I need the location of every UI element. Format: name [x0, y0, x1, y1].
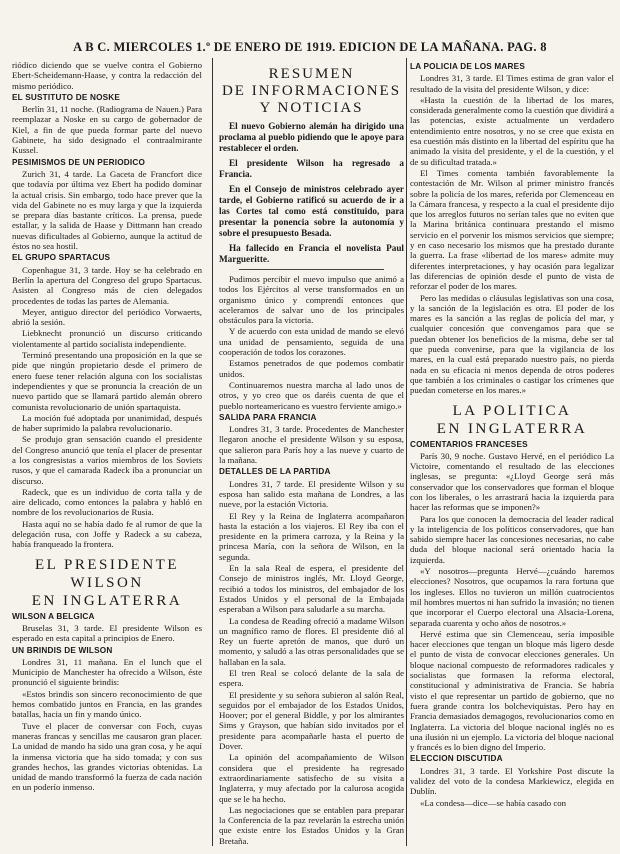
page-header: A B C. MIERCOLES 1.º DE ENERO DE 1919. EDICION DE LA MAÑANA. PAG. 8	[73, 40, 547, 54]
section-heading-line: EN INGLATERRA	[31, 592, 183, 609]
subheading: DETALLES DE LA PARTIDA	[219, 467, 331, 477]
subheading: WILSON A BELGICA	[12, 611, 95, 621]
section-heading-line: LA POLITICA	[452, 402, 572, 419]
column-center	[219, 60, 404, 846]
subheading: EL GRUPO SPARTACUS	[12, 253, 111, 263]
paragraph: Londres 31, 3 tarde. El Times estima de gran valor el resultado de la visita del presidente Wilson, y dice:	[410, 73, 614, 94]
summary-heading	[219, 66, 404, 117]
summary-item: En el Consejo de ministros celebrado ayer tarde, el Gobierno ratificó su acuerdo de ir a las Cortes tal como está constituido, para presentar la ponencia sobre la autonomía y sobre el presupuesto Besada.	[219, 184, 404, 238]
summary-item: Ha fallecido en Francia el novelista Paul Margueritte.	[219, 243, 404, 264]
paragraph: Bruselas 31, 3 tarde. El presidente Wilson es esperado en esta capital a principios de Enero.	[12, 622, 202, 644]
paragraph: Hervé estima que sin Clemenceau, sería imposible hacer elecciones que tengan un bloque más ligero desde el punto de vista de convocar elecciones generales. Un bloque nacional compuesto de reformadores radicales y socialistas que formasen la reforma electoral, constitucional y administrativa de Francia. Se habría visto el que representar un partido de gobierno, que no fuera grande contra los bolcheviquistas. Pero hay en Francia demasiados demagogos, revolucionarios como en Inglaterra. La victoria del bloque nacional inglés no es una ilusión ni un ejemplo. La victoria del bloque nacional y francés es lo bien digno del Imperio.	[410, 628, 614, 753]
paragraph: Londres 31, 7 tarde. El presidente Wilson y su esposa han salido esta mañana de Londres, a las nueve, por la estación Victoria.	[219, 478, 404, 510]
subheading: SALIDA PARA FRANCIA	[219, 412, 317, 422]
column-rule-2	[406, 58, 407, 846]
section-heading-wilson	[12, 556, 202, 610]
summary-heading-line: DE INFORMACIONES	[221, 83, 402, 99]
paragraph: El tren Real se colocó delante de la sala de espera.	[219, 667, 404, 689]
divider	[239, 269, 384, 270]
paragraph: Copenhague 31, 3 tarde. Hoy se ha celebrado en Berlín la apertura del Congreso del grupo Spartacus. Asisten al Congreso más de cien delegados procedentes de todas las partes de Alemania.	[12, 264, 202, 306]
paragraph: «Estos brindis son sincero reconocimiento de que hemos combatido juntos en Francia, en las grandes batallas, hacia un fin y mando único.	[12, 688, 202, 720]
paragraph: Pero las medidas o cláusulas legislativas son una cosa, y la sanción de la legislación es otra. El poder de los mares es la sanción a las reglas de policía del mar, y cualquier concesión que convengamos para que se puedan obtener los beneficios de la misma, debe ser tal que pueda convenirse, para que la vigilancia de los mares, en la cual está preparado nuestro país, no pierda nada en su eficacia ni menos dependa de otros poderes que también a los criminales o castigar los crímenes que puedan cometerse en los mares.»	[410, 292, 614, 396]
paragraph: «Hasta la cuestión de la libertad de los mares, considerada generalmente como la cuestión que dividirá a las potencias, existe actualmente un verdadero entendimiento entre nosotros, y no se cree que exista en esa cuestión más distinto en la libertad del espíritu que ha animado la visita del presidente, y el de la cuestión, y el de su dificultad tratada.»	[410, 94, 614, 167]
paragraph: riódico diciendo que se vuelve contra el Gobierno Ebert-Scheidemann-Haase, y contra la redacción del mismo periódico.	[12, 60, 202, 91]
paragraph: «La condesa—dice—se había casado con	[420, 797, 567, 808]
paragraph: Tuve el placer de conversar con Foch, cuyas maneras francas y sencillas me causaron gran placer. La unidad de mando ha sido una gran cosa, y he aquí la inmensa victoria que ha sido tomada; y con sus grandes hechos, las grandes victorias obtenidas. La unidad de mando transformó la fuerza de cada nación en un poderío inmenso.	[12, 720, 202, 793]
subheading: PESIMISMOS DE UN PERIODICO	[12, 157, 146, 167]
summary-item: El nuevo Gobierno alemán ha dirigido una proclama al pueblo pidiendo que le apoye para restablecer el orden.	[219, 121, 404, 153]
paragraph: Las negociaciones que se entablen para preparar la Conferencia de la paz revelarán la estrecha unión que existe entre los Estados Unidos y la Gran Bretaña.	[219, 804, 404, 846]
paragraph: Pudimos percibir el nuevo impulso que animó a todos los Ejércitos al verse transformados en un organismo único y comprendí entonces que aceleramos de salvar uno de los principales obstáculos para la victoria.	[219, 274, 404, 326]
summary-heading-line: RESUMEN	[268, 66, 355, 82]
subheading: COMENTARIOS FRANCESES	[410, 439, 528, 449]
paragraph: Para los que conocen la democracia del leader radical y la inteligencia de los políticos conservadores, que han sabido siempre hacer las concesiones necesarias, no cabe duda del bloque nacional será orientado hacia la izquierda.	[410, 513, 614, 565]
paragraph: En la sala Real de espera, el presidente del Consejo de ministros inglés, Mr. Lloyd George, recibió a todos los ministros, del embajador de los Estados Unidos y el personal de la Embajada esperaban a Wilson para saludarle a su marcha.	[219, 563, 404, 615]
paragraph: Terminó presentando una proposición en la que se pide que ningún propietario desde el primero de enero fuese tener relación alguna con los socialistas independientes y que se pronuncia la creación de un nuevo partido que se llamará partido alemán obrero comunista revolucionario de unión spartaquista.	[12, 350, 202, 412]
section-heading-politica	[410, 402, 614, 438]
section-heading-line: EN INGLATERRA	[436, 420, 588, 437]
column-rule-1	[212, 58, 213, 846]
paragraph: Estamos penetrados de que podemos combatir unidos.	[219, 358, 404, 379]
section-heading-line: WILSON	[70, 574, 144, 591]
paragraph: París 30, 9 noche. Gustavo Hervé, en el periódico La Victoire, comentando el resultado de las elecciones inglesas, se pregunta: «¿Lloyd George será más conservador que los conservadores que forman el bloque con los liberales, o les arrastrará hacia la izquierda para hacer las reformas que se imponen?»	[410, 450, 614, 513]
paragraph: Hasta aquí no se había dado fe al rumor de que la delegación rusa, con Joffe y Radeck a su cabeza, había franqueado la frontera.	[12, 518, 202, 550]
section-heading-line: EL PRESIDENTE	[34, 556, 180, 573]
paragraph: El Times comenta también favorablemente la contestación de Mr. Wilson al primer ministro francés sobre la policía de los mares, referida por Clemenceau en la Cámara francesa, y respecto a la cual el presidente dijo que los arreglos futuros no serían tales que no eviten que la Marina británica continuara prestando el mismo servicio en el porvenir los mismos servicios que siempre; y en caso necesario los mismos que ha prestado durante la guerra. La frase «libertad de los mares» admite muy diferentes interpretaciones, y hay ocasión para legalizar las diferencias de opinión desde el punto de vista de reforzar el poder de los mares.	[410, 167, 614, 292]
summary-item: El presidente Wilson ha regresado a Francia.	[219, 158, 404, 179]
column-left	[12, 60, 202, 846]
subheading: ELECCION DISCUTIDA	[410, 754, 503, 764]
paragraph: Londres 31, 11 mañana. En el lunch que el Municipio de Manchester ha ofrecido a Wilson, éste pronunció el siguiente brindis:	[12, 656, 202, 688]
paragraph: La opinión del acompañamiento de Wilson considera que el presidente ha regresado extraordinariamente satisfecho de su visita a Inglaterra, y muy afectado por la calurosa acogida que se le ha hecho.	[219, 752, 404, 804]
paragraph: Berlín 31, 11 noche. (Radiograma de Nauen.) Para reemplazar a Noske en su cargo de gobernador de Kiel, a fin de que pueda formar parte del nuevo Gabinete, ha sido designado el contraalmirante Kussel.	[12, 104, 202, 156]
paragraph: El presidente y su señora subieron al salón Real, seguidos por el embajador de los Estados Unidos, Hoover; por el general Biddle, y por los almirantes Sims y Grayson, que habían sido invitados por el presidente para acompañarle hasta el puerto de Dover.	[219, 689, 404, 752]
column-right	[410, 60, 614, 846]
subheading: EL SUSTITUTO DE NOSKE	[12, 92, 121, 102]
subheading: LA POLICIA DE LOS MARES	[410, 62, 525, 71]
paragraph: Londres 31, 3 tarde. Procedentes de Manchester llegaron anoche el presidente Wilson y su esposa, que salieron para París hoy a las nueve y cuarto de la mañana.	[219, 424, 404, 466]
subheading: UN BRINDIS DE WILSON	[12, 645, 113, 655]
paragraph: Meyer, antiguo director del periódico Vorwaerts, abrió la sesión.	[12, 306, 202, 328]
paragraph: Zurich 31, 4 tarde. La Gaceta de Francfort dice que todavía por última vez Ebert ha podido dominar la actual crisis. Sin embargo, todo hace prever que la vida del Gabinete no es muy larga y que la izquierda se prepara días bastante críticos. La prensa, puede estallar, y la salida de Haase y Dittmann han creado nuevas dificultades al Gobierno, aunque la actitud de éstos no sea hostil.	[12, 168, 202, 252]
paragraph: Liebknecht pronunció un discurso criticando violentamente al partido socialista independiente.	[12, 328, 202, 349]
paragraph: Continuaremos nuestra marcha al lado unos de otros, y yo creo que os daréis cuenta de que el pueblo norteamericano es vuestro ferviente amigo.»	[219, 379, 404, 411]
paragraph: La condesa de Reading ofreció a madame Wilson un magnífico ramo de flores. El presidente dió al Rey un fuerte apretón de manos, que duró un momento, y saludó a las otras personalidades que se hallaban en la sala.	[219, 615, 404, 667]
paragraph: «Y nosotros—pregunta Hervé—¿cuándo haremos elecciones? Nosotros, que ocupamos la rara fortuna que los ingleses. Ellos no tuvieron un millón cuatrocientos mil hombres muertos ni han sufrido la invasión; no tienen que incorporar el Cuerpo electoral una Alsacia-Lorena, separada cuarenta y ocho años de nosotros.»	[410, 566, 614, 628]
paragraph: Y de acuerdo con esta unidad de mando se elevó una unidad de pensamiento, seguida de una cooperación de todos los corazones.	[219, 326, 404, 358]
paragraph: Radeck, que es un individuo de corta talla y de aire delicado, como entonces la palabra y habló en nombre de los revolucionarios de Rusia.	[12, 486, 202, 518]
paragraph: El Rey y la Reina de Inglaterra acompañaron hasta la estación a los viajeros. El Rey iba con el presidente en la primera carroza, y la Reina y la princesa María, con la señora de Wilson, en la segunda.	[219, 510, 404, 562]
summary-heading-line: Y NOTICIAS	[259, 100, 364, 116]
paragraph: La moción fué adoptada por unanimidad, después de haber suprimido la palabra revolucionario.	[12, 412, 202, 434]
paragraph: Londres 31, 3 tarde. El Yorkshire Post discute la validez del voto de la condesa Markiewicz, elegida en Dublín.	[410, 765, 614, 797]
paragraph: Se produjo gran sensación cuando el presidente del Congreso anunció que tenía el placer de presentar a los congresistas a varios miembros de los Soviets rusos, y que el camarada Radeck iba a pronunciar un discurso.	[12, 434, 202, 486]
